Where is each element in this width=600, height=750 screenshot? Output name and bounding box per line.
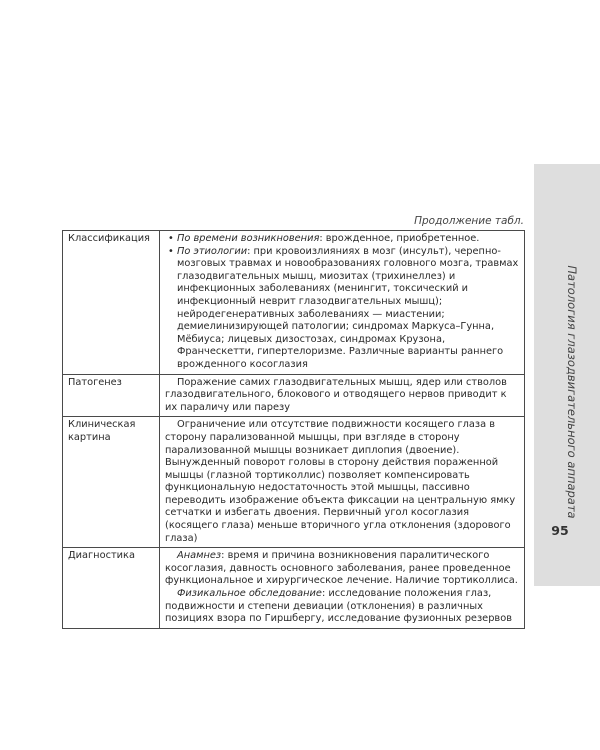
row-content-pathogenesis (160, 374, 525, 417)
bullet-text: : врожденное, приобретенное. (319, 233, 480, 244)
row-label-classification: Классификация (63, 231, 160, 375)
row-content-diagnostics (160, 548, 525, 629)
classification-list (165, 233, 519, 372)
table-row (63, 374, 525, 417)
paragraph-term: Анамнез (177, 550, 222, 562)
row-label-pathogenesis: Патогенез (63, 374, 160, 417)
bullet-term: По этиологии (177, 245, 248, 257)
diagnostics-paragraph (165, 550, 519, 588)
row-content-clinical-picture (160, 417, 525, 548)
row-label-diagnostics: Диагностика (63, 548, 160, 629)
clinical-picture-text: Ограничение или отсутствие подвижности косящего глаза в сторону парализованной мышцы, при взгляде в сторону парализованной мышцы возникает диплопия (двоение). Вынужденный поворот головы в сторону действия пораженной мышцы (глазной тортиколлис) позволяет компенсировать функциональную недостаточность этой мышцы, пассивно переводить изображение объекта фиксации на центральную ямку сетчатки и избегать двоения. Первичный угол косоглазия (косящего глаза) меньше вторичного угла отклонения (здорового глаза) (165, 419, 516, 544)
running-title: Патология глазодвигательного аппарата (565, 265, 579, 519)
table-row (63, 417, 525, 548)
pathogenesis-text: Поражение самих глазодвигательных мышц, ядер или стволов глазодвигательного, блокового и отводящего нервов приводит к их параличу или парезу (165, 376, 507, 413)
bullet-term: По времени возникновения (177, 233, 320, 244)
row-content-classification (160, 231, 525, 375)
paragraph-text: : исследование положения глаз, подвижности и степени девиации (отклонения) в различных позициях взора по Гиршбергу, исследование фузионных резервов (165, 588, 512, 625)
table-row (63, 548, 525, 629)
paragraph-term: Физикальное обследование (177, 588, 322, 600)
list-item (168, 246, 519, 372)
table-continuation-label: Продолжение табл. (414, 215, 524, 227)
list-item (168, 233, 519, 246)
table-row (63, 231, 525, 375)
diagnostics-paragraph (165, 588, 519, 626)
paragraph-text: : время и причина возникновения паралитического косоглазия, давность основного заболевания, ранее проведенное функциональное и хирургическое лечение. Наличие тортиколлиса. (165, 550, 518, 587)
bullet-text: : при кровоизлияниях в мозг (инсульт), черепно-мозговых травмах и новообразованиях головного мозга, травмах глазодвигательных мышц, миозитах (трихинеллез) и инфекционных заболеваниях (менингит, токсический и инфекционный неврит глазодвигательных мышц); нейродегенеративных заболеваниях — миастении; демиелинизирующей патологии; синдромах Маркуса–Гунна, Мёбиуса; лицевых дизостозах, синдромах Крузона, Франческетти, гипертелоризме. Различные варианты раннего врожденного косоглазия (177, 245, 519, 370)
row-label-clinical-picture: Клиническая картина (63, 417, 160, 548)
pathology-table (62, 230, 525, 629)
page-number: 95 (551, 523, 569, 538)
